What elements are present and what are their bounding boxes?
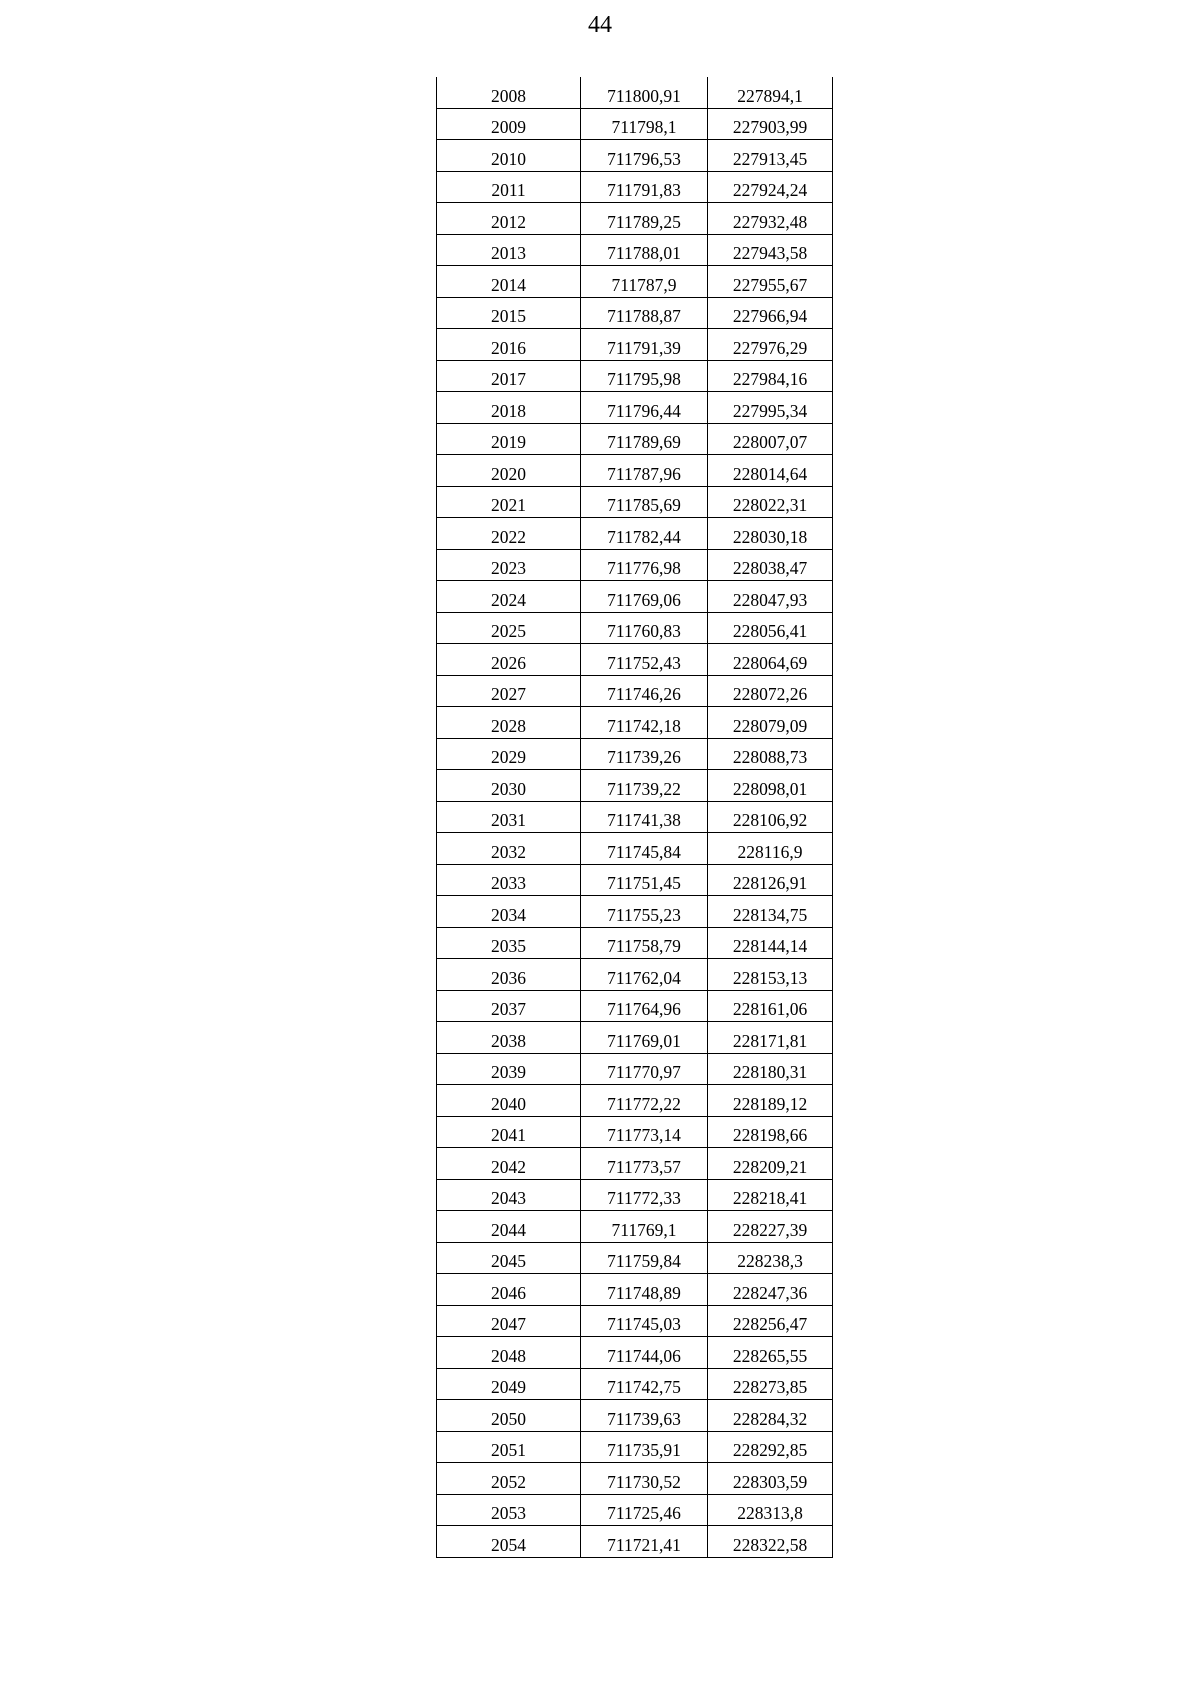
coordinates-table-body <box>437 77 833 1557</box>
table-row <box>437 1368 833 1400</box>
x-coordinate-cell: 711769,1 <box>581 1211 708 1243</box>
x-coordinate-cell: 711788,01 <box>581 234 708 266</box>
point-number-cell: 2027 <box>437 675 581 707</box>
table-row <box>437 486 833 518</box>
point-number-cell: 2040 <box>437 1085 581 1117</box>
table-row <box>437 1211 833 1243</box>
y-coordinate-cell: 228072,26 <box>708 675 833 707</box>
x-coordinate-cell: 711791,83 <box>581 171 708 203</box>
table-row <box>437 1053 833 1085</box>
x-coordinate-cell: 711772,33 <box>581 1179 708 1211</box>
table-row <box>437 108 833 140</box>
x-coordinate-cell: 711744,06 <box>581 1337 708 1369</box>
x-coordinate-cell: 711772,22 <box>581 1085 708 1117</box>
x-coordinate-cell: 711785,69 <box>581 486 708 518</box>
x-coordinate-cell: 711796,44 <box>581 392 708 424</box>
x-coordinate-cell: 711789,69 <box>581 423 708 455</box>
x-coordinate-cell: 711741,38 <box>581 801 708 833</box>
point-number-cell: 2031 <box>437 801 581 833</box>
table-row <box>437 833 833 865</box>
y-coordinate-cell: 228273,85 <box>708 1368 833 1400</box>
y-coordinate-cell: 228153,13 <box>708 959 833 991</box>
x-coordinate-cell: 711788,87 <box>581 297 708 329</box>
table-row <box>437 266 833 298</box>
table-row <box>437 1242 833 1274</box>
table-row <box>437 549 833 581</box>
table-row <box>437 896 833 928</box>
y-coordinate-cell: 227966,94 <box>708 297 833 329</box>
point-number-cell: 2030 <box>437 770 581 802</box>
y-coordinate-cell: 228106,92 <box>708 801 833 833</box>
point-number-cell: 2048 <box>437 1337 581 1369</box>
table-row <box>437 959 833 991</box>
y-coordinate-cell: 228284,32 <box>708 1400 833 1432</box>
table-row <box>437 297 833 329</box>
table-row <box>437 1116 833 1148</box>
table-row <box>437 1305 833 1337</box>
point-number-cell: 2024 <box>437 581 581 613</box>
y-coordinate-cell: 228030,18 <box>708 518 833 550</box>
table-row <box>437 1431 833 1463</box>
x-coordinate-cell: 711742,75 <box>581 1368 708 1400</box>
point-number-cell: 2017 <box>437 360 581 392</box>
table-row <box>437 203 833 235</box>
x-coordinate-cell: 711789,25 <box>581 203 708 235</box>
table-row <box>437 1400 833 1432</box>
y-coordinate-cell: 227955,67 <box>708 266 833 298</box>
point-number-cell: 2015 <box>437 297 581 329</box>
table-row <box>437 140 833 172</box>
point-number-cell: 2038 <box>437 1022 581 1054</box>
y-coordinate-cell: 228171,81 <box>708 1022 833 1054</box>
point-number-cell: 2009 <box>437 108 581 140</box>
x-coordinate-cell: 711751,45 <box>581 864 708 896</box>
point-number-cell: 2025 <box>437 612 581 644</box>
point-number-cell: 2010 <box>437 140 581 172</box>
table-row <box>437 1148 833 1180</box>
coordinates-table <box>436 77 833 1558</box>
point-number-cell: 2045 <box>437 1242 581 1274</box>
point-number-cell: 2051 <box>437 1431 581 1463</box>
table-row <box>437 864 833 896</box>
x-coordinate-cell: 711791,39 <box>581 329 708 361</box>
y-coordinate-cell: 228022,31 <box>708 486 833 518</box>
x-coordinate-cell: 711752,43 <box>581 644 708 676</box>
x-coordinate-cell: 711721,41 <box>581 1526 708 1558</box>
y-coordinate-cell: 227903,99 <box>708 108 833 140</box>
y-coordinate-cell: 227984,16 <box>708 360 833 392</box>
x-coordinate-cell: 711773,57 <box>581 1148 708 1180</box>
table-row <box>437 644 833 676</box>
x-coordinate-cell: 711758,79 <box>581 927 708 959</box>
point-number-cell: 2032 <box>437 833 581 865</box>
y-coordinate-cell: 228126,91 <box>708 864 833 896</box>
table-row <box>437 612 833 644</box>
x-coordinate-cell: 711796,53 <box>581 140 708 172</box>
point-number-cell: 2033 <box>437 864 581 896</box>
point-number-cell: 2035 <box>437 927 581 959</box>
x-coordinate-cell: 711764,96 <box>581 990 708 1022</box>
point-number-cell: 2054 <box>437 1526 581 1558</box>
point-number-cell: 2014 <box>437 266 581 298</box>
y-coordinate-cell: 228189,12 <box>708 1085 833 1117</box>
point-number-cell: 2013 <box>437 234 581 266</box>
table-row <box>437 1022 833 1054</box>
point-number-cell: 2008 <box>437 77 581 108</box>
x-coordinate-cell: 711739,22 <box>581 770 708 802</box>
y-coordinate-cell: 228134,75 <box>708 896 833 928</box>
y-coordinate-cell: 228180,31 <box>708 1053 833 1085</box>
y-coordinate-cell: 228313,8 <box>708 1494 833 1526</box>
y-coordinate-cell: 228209,21 <box>708 1148 833 1180</box>
x-coordinate-cell: 711730,52 <box>581 1463 708 1495</box>
table-row <box>437 360 833 392</box>
point-number-cell: 2018 <box>437 392 581 424</box>
x-coordinate-cell: 711745,03 <box>581 1305 708 1337</box>
table-row <box>437 801 833 833</box>
y-coordinate-cell: 228047,93 <box>708 581 833 613</box>
x-coordinate-cell: 711770,97 <box>581 1053 708 1085</box>
point-number-cell: 2037 <box>437 990 581 1022</box>
y-coordinate-cell: 228088,73 <box>708 738 833 770</box>
y-coordinate-cell: 227943,58 <box>708 234 833 266</box>
x-coordinate-cell: 711769,06 <box>581 581 708 613</box>
y-coordinate-cell: 228218,41 <box>708 1179 833 1211</box>
x-coordinate-cell: 711782,44 <box>581 518 708 550</box>
table-row <box>437 329 833 361</box>
point-number-cell: 2034 <box>437 896 581 928</box>
table-row <box>437 770 833 802</box>
x-coordinate-cell: 711746,26 <box>581 675 708 707</box>
table-row <box>437 707 833 739</box>
point-number-cell: 2047 <box>437 1305 581 1337</box>
y-coordinate-cell: 227932,48 <box>708 203 833 235</box>
y-coordinate-cell: 227894,1 <box>708 77 833 108</box>
y-coordinate-cell: 228265,55 <box>708 1337 833 1369</box>
y-coordinate-cell: 227995,34 <box>708 392 833 424</box>
table-row <box>437 1463 833 1495</box>
y-coordinate-cell: 228198,66 <box>708 1116 833 1148</box>
table-row <box>437 1337 833 1369</box>
x-coordinate-cell: 711745,84 <box>581 833 708 865</box>
point-number-cell: 2044 <box>437 1211 581 1243</box>
point-number-cell: 2020 <box>437 455 581 487</box>
x-coordinate-cell: 711735,91 <box>581 1431 708 1463</box>
point-number-cell: 2021 <box>437 486 581 518</box>
table-row <box>437 675 833 707</box>
x-coordinate-cell: 711762,04 <box>581 959 708 991</box>
table-row <box>437 77 833 108</box>
y-coordinate-cell: 228116,9 <box>708 833 833 865</box>
y-coordinate-cell: 228079,09 <box>708 707 833 739</box>
point-number-cell: 2026 <box>437 644 581 676</box>
point-number-cell: 2050 <box>437 1400 581 1432</box>
x-coordinate-cell: 711795,98 <box>581 360 708 392</box>
table-row <box>437 1494 833 1526</box>
table-row <box>437 1179 833 1211</box>
x-coordinate-cell: 711760,83 <box>581 612 708 644</box>
point-number-cell: 2041 <box>437 1116 581 1148</box>
x-coordinate-cell: 711748,89 <box>581 1274 708 1306</box>
y-coordinate-cell: 228056,41 <box>708 612 833 644</box>
y-coordinate-cell: 228007,07 <box>708 423 833 455</box>
table-row <box>437 1526 833 1558</box>
table-row <box>437 234 833 266</box>
table-row <box>437 1274 833 1306</box>
point-number-cell: 2011 <box>437 171 581 203</box>
point-number-cell: 2052 <box>437 1463 581 1495</box>
y-coordinate-cell: 227913,45 <box>708 140 833 172</box>
point-number-cell: 2029 <box>437 738 581 770</box>
x-coordinate-cell: 711725,46 <box>581 1494 708 1526</box>
table-row <box>437 518 833 550</box>
table-row <box>437 927 833 959</box>
table-row <box>437 171 833 203</box>
y-coordinate-cell: 228038,47 <box>708 549 833 581</box>
y-coordinate-cell: 228161,06 <box>708 990 833 1022</box>
x-coordinate-cell: 711798,1 <box>581 108 708 140</box>
x-coordinate-cell: 711759,84 <box>581 1242 708 1274</box>
table-row <box>437 1085 833 1117</box>
x-coordinate-cell: 711739,63 <box>581 1400 708 1432</box>
table-row <box>437 581 833 613</box>
point-number-cell: 2022 <box>437 518 581 550</box>
x-coordinate-cell: 711787,96 <box>581 455 708 487</box>
table-row <box>437 990 833 1022</box>
table-row <box>437 392 833 424</box>
y-coordinate-cell: 227976,29 <box>708 329 833 361</box>
x-coordinate-cell: 711773,14 <box>581 1116 708 1148</box>
y-coordinate-cell: 227924,24 <box>708 171 833 203</box>
x-coordinate-cell: 711755,23 <box>581 896 708 928</box>
y-coordinate-cell: 228227,39 <box>708 1211 833 1243</box>
y-coordinate-cell: 228322,58 <box>708 1526 833 1558</box>
point-number-cell: 2053 <box>437 1494 581 1526</box>
point-number-cell: 2049 <box>437 1368 581 1400</box>
point-number-cell: 2039 <box>437 1053 581 1085</box>
table-row <box>437 738 833 770</box>
point-number-cell: 2036 <box>437 959 581 991</box>
x-coordinate-cell: 711739,26 <box>581 738 708 770</box>
table-row <box>437 423 833 455</box>
point-number-cell: 2028 <box>437 707 581 739</box>
y-coordinate-cell: 228303,59 <box>708 1463 833 1495</box>
point-number-cell: 2019 <box>437 423 581 455</box>
x-coordinate-cell: 711800,91 <box>581 77 708 108</box>
table-row <box>437 455 833 487</box>
x-coordinate-cell: 711787,9 <box>581 266 708 298</box>
point-number-cell: 2046 <box>437 1274 581 1306</box>
y-coordinate-cell: 228014,64 <box>708 455 833 487</box>
point-number-cell: 2012 <box>437 203 581 235</box>
x-coordinate-cell: 711776,98 <box>581 549 708 581</box>
y-coordinate-cell: 228292,85 <box>708 1431 833 1463</box>
y-coordinate-cell: 228238,3 <box>708 1242 833 1274</box>
x-coordinate-cell: 711769,01 <box>581 1022 708 1054</box>
point-number-cell: 2042 <box>437 1148 581 1180</box>
y-coordinate-cell: 228256,47 <box>708 1305 833 1337</box>
y-coordinate-cell: 228144,14 <box>708 927 833 959</box>
point-number-cell: 2023 <box>437 549 581 581</box>
x-coordinate-cell: 711742,18 <box>581 707 708 739</box>
y-coordinate-cell: 228098,01 <box>708 770 833 802</box>
y-coordinate-cell: 228064,69 <box>708 644 833 676</box>
point-number-cell: 2016 <box>437 329 581 361</box>
y-coordinate-cell: 228247,36 <box>708 1274 833 1306</box>
point-number-cell: 2043 <box>437 1179 581 1211</box>
page-number: 44 <box>588 12 612 38</box>
